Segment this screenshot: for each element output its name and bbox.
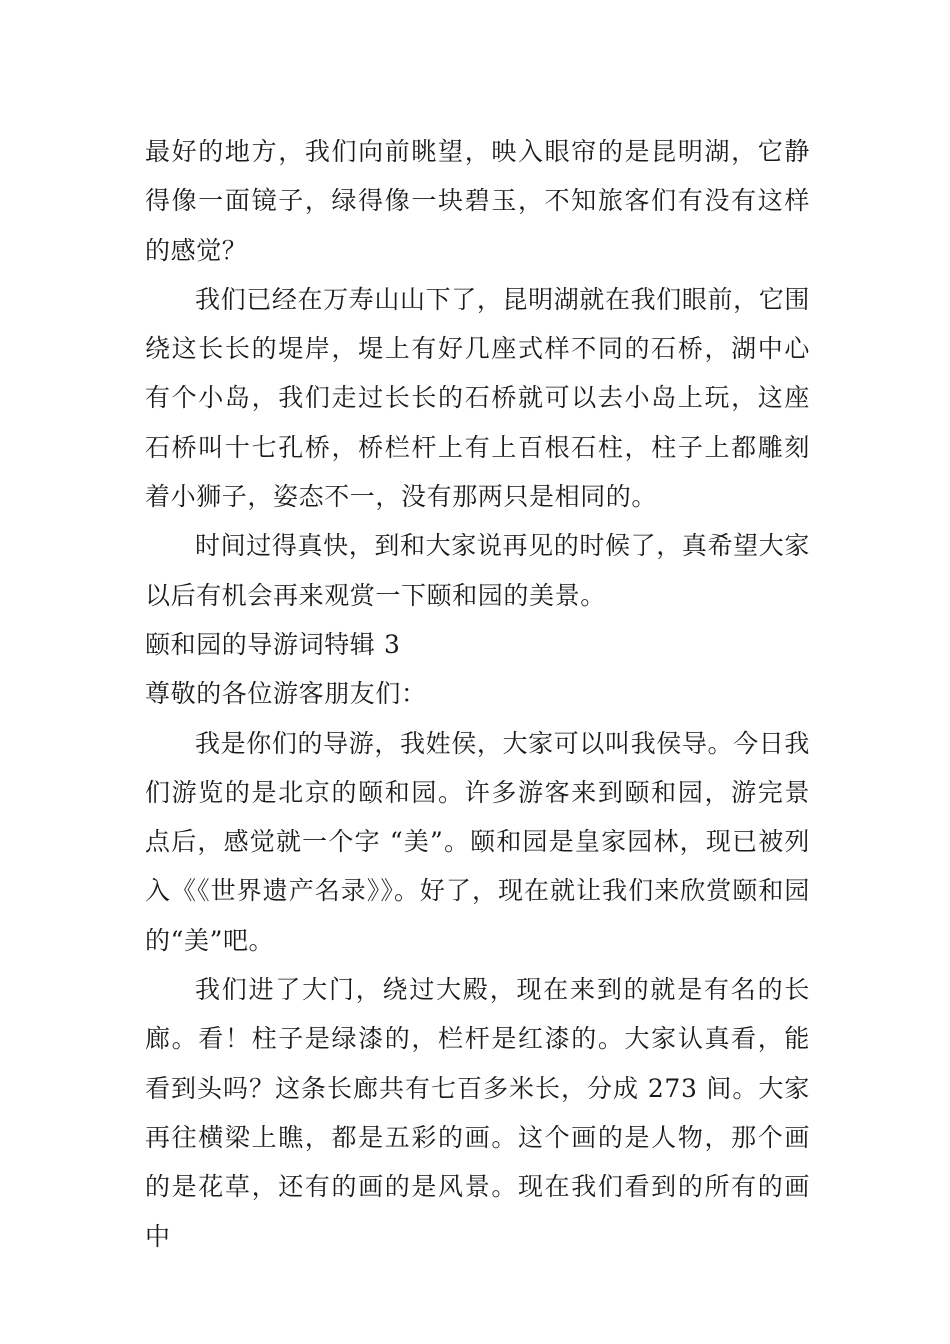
document-body — [145, 127, 810, 1261]
section-title: 颐和园的导游词特辑 3 — [145, 629, 401, 659]
paragraph-introduction: 我是你们的导游，我姓侯，大家可以叫我侯导。今日我们游览的是北京的颐和园。许多游客来到颐和园，游完景点后，感觉就一个字 “美”。颐和园是皇家园林，现已被列入《《世界遗产名录》》。好了，现在就让我们来欣赏颐和园的“美”吧。 — [145, 728, 810, 955]
paragraph-kunming-lake: 我们已经在万寿山山下了，昆明湖就在我们眼前，它围绕这长长的堤岸，堤上有好几座式样不同的石桥，湖中心有个小岛，我们走过长长的石桥就可以去小岛上玩，这座石桥叫十七孔桥，桥栏杆上有上百根石柱，柱子上都雕刻着小狮子，姿态不一，没有那两只是相同的。 — [145, 284, 810, 512]
paragraph-long-corridor: 我们进了大门，绕过大殿，现在来到的就是有名的长廊。看！柱子是绿漆的，栏杆是红漆的。大家认真看，能看到头吗？这条长廊共有七百多米长，分成 273 间。大家再往横梁上瞧，都是五彩的画。这个画的是人物，那个画的是花草，还有的画的是风景。现在我们看到的所有的画中 — [145, 975, 810, 1251]
paragraph-farewell: 时间过得真快，到和大家说再见的时候了，真希望大家以后有机会再来观赏一下颐和园的美景。 — [145, 531, 810, 610]
greeting-line: 尊敬的各位游客朋友们： — [145, 679, 427, 709]
paragraph-continuation: 最好的地方，我们向前眺望，映入眼帘的是昆明湖，它静得像一面镜子，绿得像一块碧玉，不知旅客们有没有这样的感觉？ — [145, 137, 810, 265]
